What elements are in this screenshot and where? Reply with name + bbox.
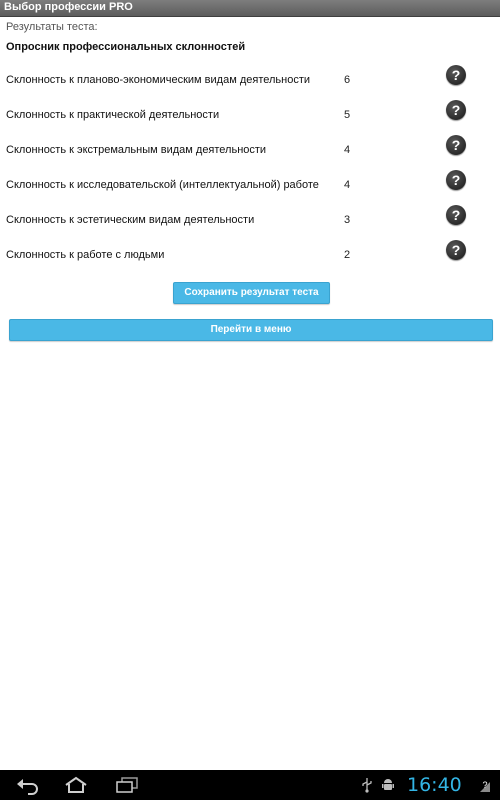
result-label: Склонность к эстетическим видам деятельности (6, 214, 255, 226)
home-icon[interactable] (63, 775, 89, 795)
go-to-menu-button[interactable]: Перейти в меню (9, 319, 493, 341)
help-icon[interactable]: ? (446, 170, 466, 190)
system-navigation-bar (0, 770, 500, 800)
svg-text:?: ? (482, 780, 488, 790)
help-icon[interactable]: ? (446, 205, 466, 225)
help-icon[interactable]: ? (446, 135, 466, 155)
result-label: Склонность к практической деятельности (6, 109, 220, 121)
result-label: Склонность к исследовательской (интеллектуальной) работе (6, 179, 319, 191)
result-label: Склонность к планово-экономическим видам деятельности (6, 74, 311, 86)
test-name: Опросник профессиональных склонностей (6, 41, 246, 53)
android-debug-icon (381, 777, 395, 793)
help-icon[interactable]: ? (446, 65, 466, 85)
result-label: Склонность к работе с людьми (6, 249, 165, 261)
result-row (0, 97, 500, 132)
help-icon[interactable]: ? (446, 100, 466, 120)
app-title: Выбор профессии PRO (4, 1, 133, 13)
result-value: 5 (344, 109, 351, 121)
result-row (0, 237, 500, 272)
result-row (0, 202, 500, 237)
clock: 16:40 (407, 774, 462, 796)
help-icon[interactable]: ? (446, 240, 466, 260)
result-value: 3 (344, 214, 351, 226)
result-value: 4 (344, 179, 351, 191)
title-bar (0, 0, 500, 17)
usb-icon (360, 777, 374, 793)
result-value: 2 (344, 249, 351, 261)
result-row (0, 167, 500, 202)
save-result-button[interactable]: Сохранить результат теста (HTML) (173, 282, 330, 304)
recent-apps-icon[interactable] (114, 775, 140, 795)
back-icon[interactable] (15, 775, 41, 795)
result-value: 4 (344, 144, 351, 156)
help-icon (478, 777, 492, 793)
result-label: Склонность к экстремальным видам деятельности (6, 144, 267, 156)
result-row (0, 62, 500, 97)
result-row (0, 132, 500, 167)
results-label: Результаты теста: (6, 21, 98, 33)
result-value: 6 (344, 74, 351, 86)
